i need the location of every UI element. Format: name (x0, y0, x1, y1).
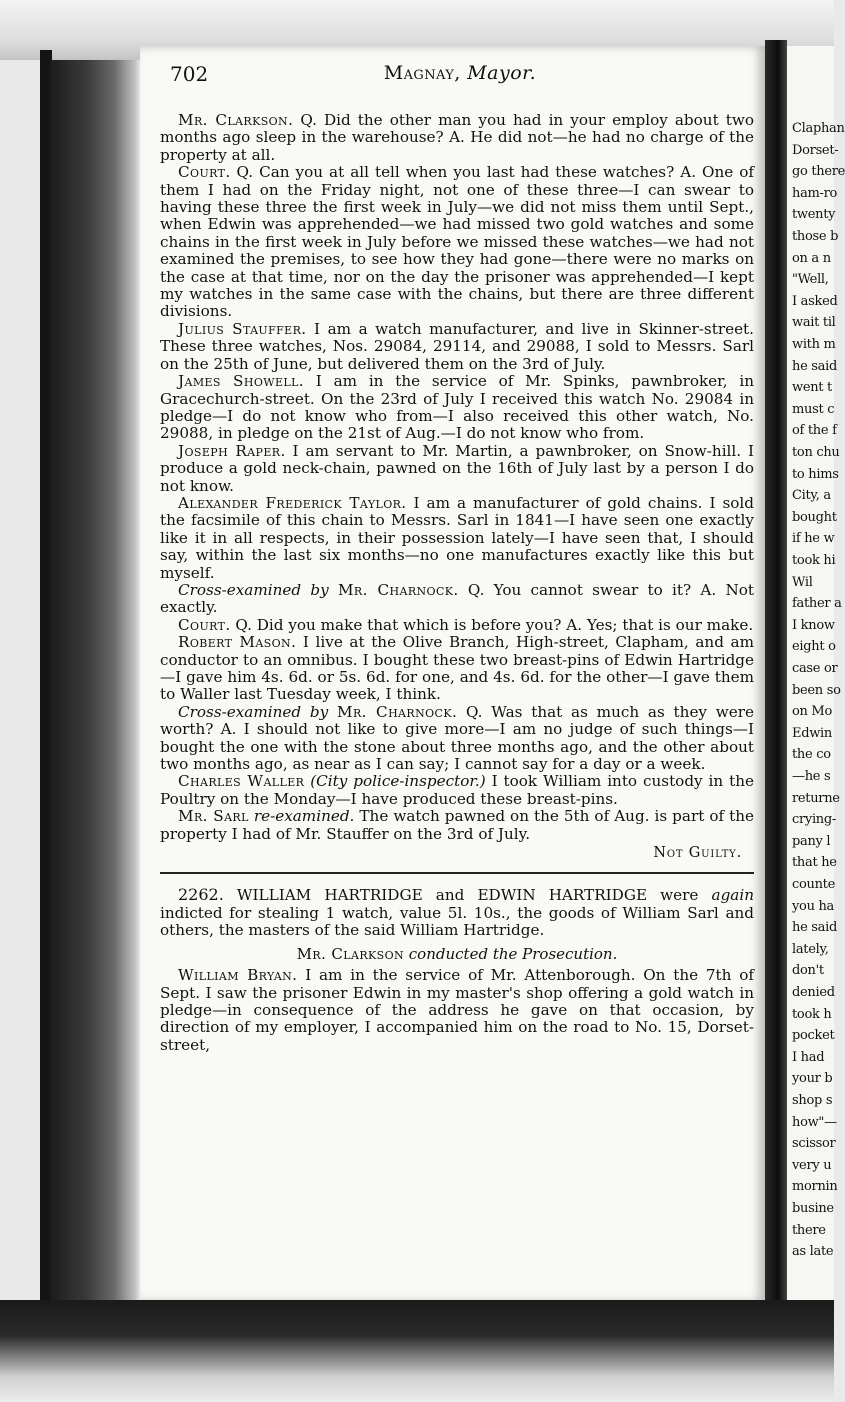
testimony-text: I took William into custody in the Poultry on the Monday—I have produced these breast-pins. (160, 772, 754, 808)
case-charge: indicted for stealing 1 watch, value 5l. 10s., the goods of William Sarl and others, the masters of the said William Hartridge. (160, 903, 754, 940)
testimony-text: I am in the service of Mr. Spinks, pawnbroker, in Gracechurch-street. On the 23rd of July I received this watch No. 29084 in pledge—I do not know who from—I also received this other watch, No. 29088, in pledge on the 21st of Aug.—I do not know who from. (160, 372, 754, 443)
facing-page-line: went t (792, 380, 832, 396)
testimony-paragraph (160, 704, 754, 774)
speaker-name: James Showell. (178, 372, 305, 391)
facing-page-line: shop s (792, 1093, 833, 1108)
speaker-name: Court. (178, 163, 231, 182)
facing-page-line: pany l (792, 833, 831, 849)
prosecution-line (160, 946, 754, 963)
facing-page-line: he said (792, 358, 837, 374)
facing-page-line: on a n (792, 250, 831, 266)
testimony-text: Q. Did the other man you had in your employ about two months ago sleep in the warehouse? A. He did not—he had no charge of the property at all. (160, 111, 754, 164)
facing-page-line: I asked (792, 293, 838, 309)
verdict: Not Guilty. (653, 845, 742, 862)
testimony-text: I am a manufacturer of gold chains. I sold the facsimile of this chain to Messrs. Sarl in 1841—I have seen one exactly like it in all respects, in their possession lately—I have seen that, I should say, within the last six months—no one manufactures exactly like this but myself. (160, 493, 754, 582)
facing-page-line: your b (792, 1071, 833, 1087)
facing-page-line: of the f (792, 423, 837, 439)
facing-page-line: counte (792, 877, 835, 892)
speaker-name: Joseph Raper. (178, 441, 286, 460)
testimony-text: I am a watch manufacturer, and live in Skinner-street. These three watches, Nos. 29084, 29114, and 29088, I sold to Messrs. Sarl on the 25th of June, but delivered them on the 3rd of July. (160, 319, 754, 373)
case-defendants: WILLIAM HARTRIDGE and EDWIN HARTRIDGE were (223, 886, 699, 905)
running-title-role: Mayor. (467, 62, 537, 84)
running-title-name: Magnay, (383, 62, 461, 84)
facing-page-line: to hims (792, 466, 839, 482)
speaker-name: Mr. Charnock. (337, 702, 458, 721)
facing-page-line: the co (792, 747, 831, 763)
facing-page-line: wait til (792, 315, 836, 331)
speaker-role: (City police-inspector.) (304, 772, 486, 791)
facing-page-line: with m (792, 337, 836, 352)
facing-page-line: how"— (792, 1114, 837, 1130)
page-edge-shadow (50, 60, 142, 1305)
case-heading (160, 886, 754, 939)
facing-page-line: City, a (792, 488, 831, 504)
page-number: 702 (170, 62, 209, 86)
testimony-paragraph (160, 164, 754, 321)
testimony-text: I live at the Olive Branch, High-street, Clapham, and am conductor to an omnibus. I bought these two breast-pins of Edwin Hartridge—I gave him 4s. 6d. or 5s. 6d. for one, and 4s. 6d. for the other—I gave them to Waller last Tuesday week, I think. (160, 633, 754, 704)
facing-page-line: you ha (792, 898, 834, 914)
testimony-text: I am servant to Mr. Martin, a pawnbroker, on Snow-hill. I produce a gold neck-chain, pawned on the 16th of July last by a person I do not know. (160, 441, 754, 495)
testimony-text: Q. Can you at all tell when you last had these watches? A. One of them I had on the Friday night, not one of these three—I can swear to having these three the first week in July—we did not miss them until Sept., when Edwin was apprehended—we had missed two gold watches and some chains in the first week in July before we missed these watches—we had not examined the premises, to see how they had gone—there were no marks on the case at that time, nor on the day the prisoner was apprehended—I kept my watches in the same case with the chains, but there are three different divisions. (160, 163, 754, 321)
testimony-paragraph (160, 773, 754, 808)
speaker-name: Mr. Clarkson. (178, 111, 294, 129)
facing-page-line: lately, (792, 941, 829, 957)
facing-page-line: on Mo (792, 704, 832, 720)
facing-page-line: Edwin (792, 725, 832, 741)
testimony-paragraph (160, 112, 754, 164)
book-gutter (765, 40, 787, 1310)
facing-page-line: been so (792, 682, 841, 698)
speaker-name: Mr. Sarl (178, 807, 249, 826)
facing-page-line: must c (792, 401, 835, 417)
speaker-suffix: re-examined. (248, 807, 355, 826)
facing-page-line: those b (792, 229, 839, 244)
facing-page-line: mornin (792, 1179, 838, 1195)
running-title (170, 62, 750, 84)
facing-page-line: that he (792, 855, 837, 871)
facing-page-line: ham-ro (792, 185, 838, 201)
testimony-paragraph (160, 495, 754, 582)
section-divider (160, 872, 754, 874)
facing-page-line: took h (792, 1006, 832, 1022)
testimony-paragraph (160, 443, 754, 495)
speaker-name: Julius Stauffer. (178, 319, 307, 338)
page-body (160, 112, 754, 1054)
prosecution-role: conducted the Prosecution. (404, 944, 618, 963)
witness-name: William Bryan. (178, 966, 298, 985)
facing-page-line: twenty (792, 207, 836, 223)
facing-page-line: eight o (792, 639, 836, 655)
testimony-text: Q. Did you make that which is before you? A. Yes; that is our make. (230, 615, 754, 634)
testimony-paragraph (160, 321, 754, 373)
case-number: 2262. (178, 885, 224, 905)
testimony-paragraph (160, 373, 754, 443)
testimony-paragraph (160, 634, 754, 704)
testimony-text: Q. Was that as much as they were worth? A. I should not like to give more—I am no judge of such things—I bought the one with the stone about three months ago, and the other about two months ago, as near as I can say; I cannot say for a day or a week. (160, 702, 755, 774)
testimony-text: The watch pawned on the 5th of Aug. is part of the property I had of Mr. Stauffer on the 3rd of July. (160, 807, 754, 843)
facing-page-line: there (792, 1222, 826, 1238)
testimony-paragraph (160, 617, 754, 634)
testimony-paragraph (160, 808, 754, 843)
cross-examination-prefix: Cross-examined by (178, 580, 329, 599)
facing-page-line: pocket (792, 1028, 835, 1044)
running-head (170, 60, 750, 90)
facing-page-line: go there (792, 164, 845, 180)
facing-page-line: busine (792, 1201, 834, 1216)
facing-page-line: denied (792, 985, 835, 1000)
facing-page-line: took hi (792, 553, 836, 568)
facing-page-line: bought (792, 509, 837, 525)
cross-examination-prefix: Cross-examined by (178, 702, 329, 721)
facing-page-fragment (787, 46, 845, 1302)
facing-page-line: case or (792, 661, 838, 676)
speaker-name: Alexander Frederick Taylor. (178, 493, 407, 512)
facing-page-line: I had (792, 1049, 825, 1065)
testimony-paragraph (160, 967, 754, 1054)
facing-page-line: Wil (792, 574, 813, 590)
testimony-paragraph (160, 582, 754, 617)
facing-page-line: —he s (792, 769, 831, 784)
facing-page-line: ton chu (792, 445, 840, 460)
facing-page-line: don't (792, 963, 824, 979)
testimony-text: Q. You cannot swear to it? A. Not exactly. (160, 580, 755, 617)
speaker-name: Charles Waller (178, 772, 305, 791)
speaker-name: Court. (178, 615, 231, 634)
facing-page-line: Dorset- (792, 142, 839, 158)
facing-page-line: if he w (792, 531, 835, 547)
prosecution-counsel: Mr. Clarkson (296, 944, 405, 963)
scan-bottom-margin (0, 1300, 834, 1402)
facing-page-line: Claphan (792, 121, 845, 136)
facing-page-line: he said (792, 920, 837, 936)
case-again: again (698, 886, 754, 905)
testimony-paragraphs (160, 112, 754, 843)
facing-page-line: as late (792, 1244, 834, 1260)
testimony-text: I am in the service of Mr. Attenborough. On the 7th of Sept. I saw the prisoner Edwin in my master's shop offering a gold watch in pledge—in consequence of the address he gave on that occasion, by direction of my employer, I accompanied him on the road to No. 15, Dorset-street, (160, 966, 754, 1054)
facing-page-line: crying- (792, 812, 836, 828)
facing-page-line: father a (792, 596, 842, 612)
speaker-name: Mr. Charnock. (337, 580, 459, 599)
speaker-name: Robert Mason. (178, 633, 297, 652)
facing-page-line: returne (792, 790, 840, 806)
facing-page-line: very u (792, 1157, 832, 1173)
facing-page-line: I know (792, 617, 835, 633)
facing-page-line: scissor (792, 1136, 836, 1152)
facing-page-line: "Well, (792, 272, 829, 288)
